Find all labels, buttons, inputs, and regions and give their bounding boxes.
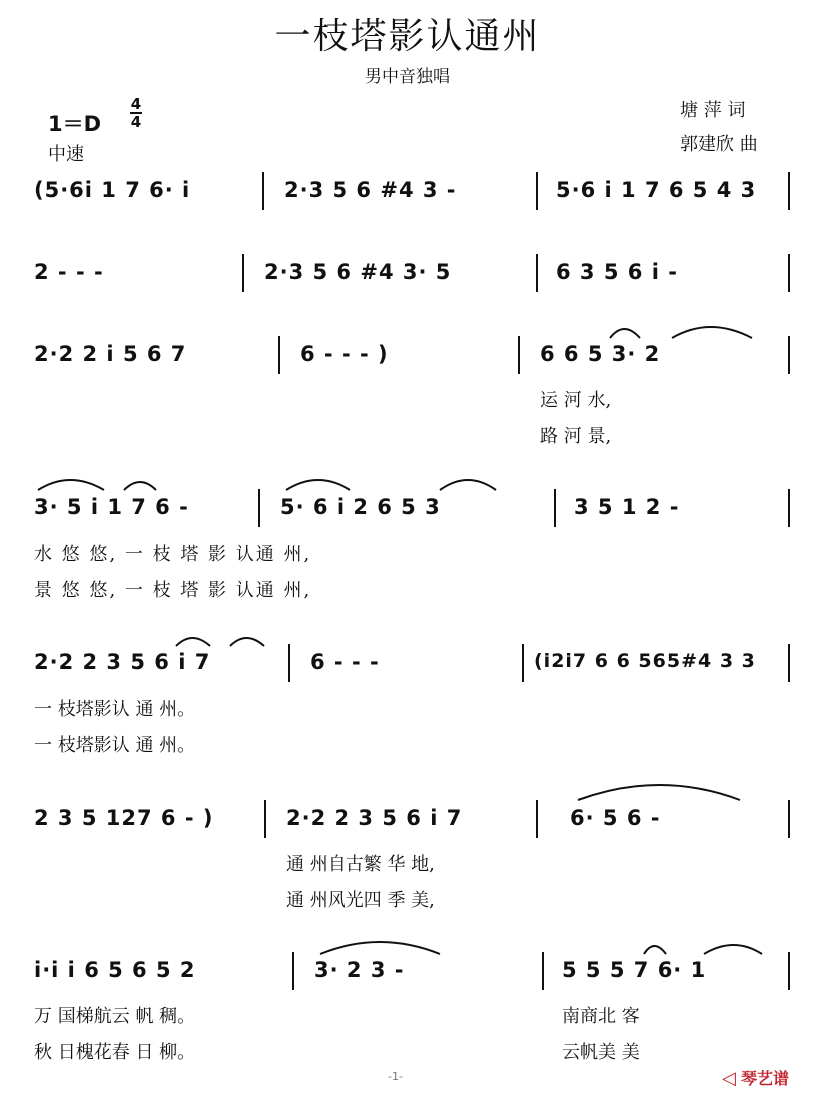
lyric-row7-verse2-end: 云帆美 美 — [562, 1042, 640, 1063]
lyric-row6-verse2: 通 州风光四 季 美, — [286, 890, 435, 911]
notes-row1-m3: 5·6 i 1 7 6 5 4 3 — [556, 178, 757, 202]
notes-row4-m3: 3 5 1 2 - — [574, 495, 680, 519]
notes-row5-m2: 6 - - - — [310, 650, 380, 674]
key-signature: 1＝D — [48, 112, 102, 136]
lyric-row4-verse1: 水 悠 悠, 一 枝 塔 影 认通 州, — [34, 544, 312, 565]
lyric-row6-verse1: 通 州自古繁 华 地, — [286, 854, 435, 875]
notes-row1-m1: (5·6i 1 7 6· i — [34, 178, 191, 202]
notes-row2-m1: 2 - - - — [34, 260, 104, 284]
watermark-icon: ◁ — [722, 1068, 736, 1089]
notes-row6-m2: 2·2 2 3 5 6 i 7 — [286, 806, 463, 830]
watermark-logo — [722, 1066, 789, 1089]
meter-top: 4 — [130, 95, 142, 113]
notes-row7-m1: i·i i 6 5 6 5 2 — [34, 958, 196, 982]
lyricist-credit: 塘 萍 词 — [680, 100, 746, 121]
notes-row7-m2: 3· 2 3 - — [314, 958, 405, 982]
lyric-row7-verse1: 万 国梯航云 帆 稠。 — [34, 1006, 196, 1027]
notes-row5-m3: (i2i7 6 6 565#4 3 3 — [534, 650, 756, 672]
lyric-row7-verse2: 秋 日槐花春 日 柳。 — [34, 1042, 196, 1063]
lyric-row3-verse2: 路 河 景, — [540, 426, 612, 447]
watermark-text: 琴艺谱 — [740, 1069, 789, 1088]
composer-credit: 郭建欣 曲 — [680, 134, 758, 155]
notes-row3-m1: 2·2 2 i 5 6 7 — [34, 342, 187, 366]
lyric-row4-verse2: 景 悠 悠, 一 枝 塔 影 认通 州, — [34, 580, 312, 601]
notes-row3-m2: 6 - - - ) — [300, 342, 389, 366]
notes-row1-m2: 2·3 5 6 #4 3 - — [284, 178, 457, 202]
notes-row2-m3: 6 3 5 6 i - — [556, 260, 678, 284]
notes-row2-m2: 2·3 5 6 #4 3· 5 — [264, 260, 452, 284]
notes-row5-m1: 2·2 2 3 5 6 i 7 — [34, 650, 211, 674]
lyric-row3-verse1: 运 河 水, — [540, 390, 612, 411]
tempo-marking: 中速 — [48, 144, 84, 165]
meter-bottom: 4 — [130, 113, 142, 131]
song-subtitle: 男中音独唱 — [365, 67, 450, 87]
lyric-row7-verse1-end: 南商北 客 — [562, 1006, 640, 1027]
notes-row3-m3: 6 6 5 3· 2 — [540, 342, 661, 366]
lyric-row5-verse2: 一 枝塔影认 通 州。 — [34, 735, 196, 756]
lyric-row5-verse1: 一 枝塔影认 通 州。 — [34, 699, 196, 720]
notes-row4-m1: 3· 5 i 1 7 6 - — [34, 495, 189, 519]
notes-row6-m1: 2 3 5 127 6 - ) — [34, 806, 214, 830]
notes-row4-m2: 5· 6 i 2 6 5 3 — [280, 495, 441, 519]
song-title: 一枝塔影认通州 — [274, 16, 541, 57]
notes-row6-m3: 6· 5 6 - — [570, 806, 661, 830]
page-number: -1- — [388, 1070, 403, 1083]
notes-row7-m3: 5 5 5 7 6· 1 — [562, 958, 707, 982]
